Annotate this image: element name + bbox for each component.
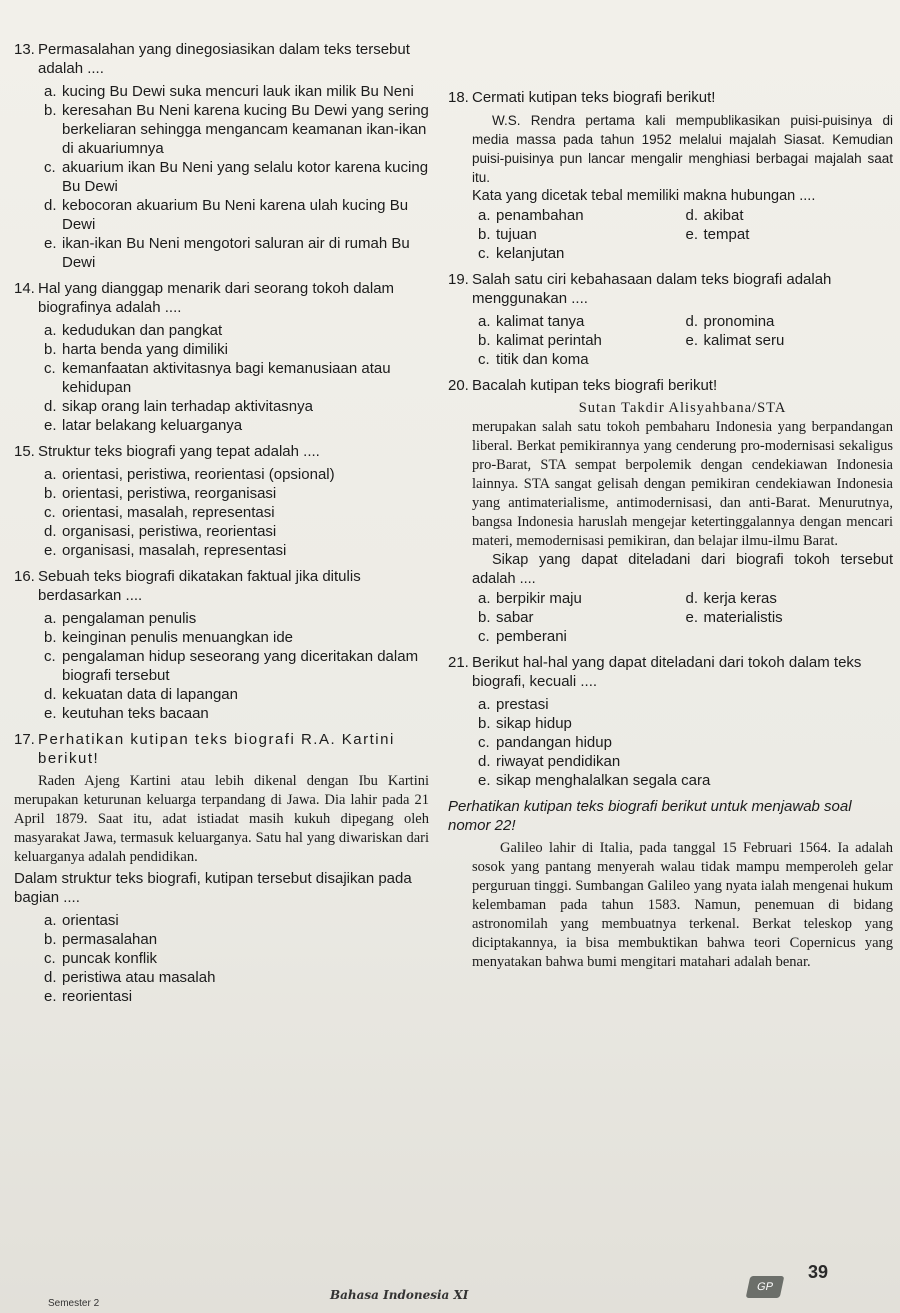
option-14c[interactable]: c. kemanfaatan aktivitasnya bagi kemanusiaan atau kehidupan xyxy=(44,360,391,396)
question-17-text: Perhatikan kutipan teks biografi R.A. Kartini berikut! xyxy=(38,731,395,767)
option-18e[interactable]: e. tempat xyxy=(685,226,750,243)
option-13c[interactable]: c. akuarium ikan Bu Neni yang selalu kotor karena kucing Bu Dewi xyxy=(44,159,429,195)
option-15b[interactable]: b. orientasi, peristiwa, reorganisasi xyxy=(44,485,277,502)
question-16-text: Sebuah teks biografi dikatakan faktual jika ditulis berdasarkan .... xyxy=(38,568,361,604)
option-17a[interactable]: a. orientasi xyxy=(44,912,119,929)
question-18: 18. Cermati kutipan teks biografi berikut! xyxy=(448,88,893,107)
option-16c[interactable]: c. pengalaman hidup seseorang yang diceritakan dalam biografi tersebut xyxy=(44,648,419,684)
question-17-passage: Raden Ajeng Kartini atau lebih dikenal dengan Ibu Kartini merupakan keturunan keluarga terpandang di Jawa. Dia lahir pada 21 April 1879. Saat itu, adat istiadat masih kukuh dipegang oleh masyarakat Jawa, termasuk keluarganya. Satu hal yang diwariskan dari keluarganya adalah pendidikan. xyxy=(14,773,429,865)
option-17c[interactable]: c. puncak konflik xyxy=(44,950,158,967)
left-column xyxy=(14,40,429,1006)
option-14b[interactable]: b. harta benda yang dimiliki xyxy=(44,341,228,358)
option-21a[interactable]: a. prestasi xyxy=(478,696,549,713)
option-20d[interactable]: d. kerja keras xyxy=(685,590,777,607)
question-20-question: Sikap yang dapat diteladani dari biografi tokoh tersebut adalah .... xyxy=(472,552,893,587)
option-13d[interactable]: d. kebocoran akuarium Bu Neni karena ulah kucing Bu Dewi xyxy=(44,197,409,233)
option-16e[interactable]: e. keutuhan teks bacaan xyxy=(44,705,209,722)
option-17b[interactable]: b. permasalahan xyxy=(44,931,158,948)
option-21d[interactable]: d. riwayat pendidikan xyxy=(478,753,621,770)
question-20-passage-title: Sutan Takdir Alisyahbana/STA xyxy=(578,400,787,416)
option-15c[interactable]: c. orientasi, masalah, representasi xyxy=(44,504,275,521)
semester-label: Semester 2 xyxy=(48,1298,100,1309)
question-15-options xyxy=(14,465,429,560)
option-14a[interactable]: a. kedudukan dan pangkat xyxy=(44,322,223,339)
question-14: 14. Hal yang dianggap menarik dari seorang tokoh dalam biografinya adalah .... xyxy=(14,279,429,317)
option-18d[interactable]: d. akibat xyxy=(685,207,744,224)
option-15e[interactable]: e. organisasi, masalah, representasi xyxy=(44,542,287,559)
question-20-text: Bacalah kutipan teks biografi berikut! xyxy=(472,377,718,394)
question-20-passage-body: merupakan salah satu tokoh pembaharu Indonesia yang berpandangan liberal. Berkat pemikirannya yang cenderung pro-modernisasi sekaligus pro-Barat, STA sempat berpolemik dengan cendekiawan Indonesia lainnya. STA sangat gelisah dengan pemikiran cendekiawan Indonesia yang antimaterialisme, antimodernisasi, dan anti-Barat. Menurutnya, bangsa Indonesia haruslah mengejar ketertinggalannya dengan mencari materi, memodernisasi pemikiran, dan belajar ilmu-ilmu Barat. xyxy=(472,419,893,549)
option-21c[interactable]: c. pandangan hidup xyxy=(478,734,612,751)
page-number: 39 xyxy=(807,1262,828,1282)
option-20c[interactable]: c. pemberani xyxy=(478,628,567,645)
option-13a[interactable]: a. kucing Bu Dewi suka mencuri lauk ikan milik Bu Neni xyxy=(44,83,414,100)
question-20: 20. Bacalah kutipan teks biografi berikut! xyxy=(448,376,893,395)
option-21b[interactable]: b. sikap hidup xyxy=(478,715,572,732)
question-21: 21. Berikut hal-hal yang dapat diteladani dari tokoh dalam teks biografi, kecuali .... xyxy=(448,653,893,691)
question-18-passage: W.S. Rendra pertama kali mempublikasikan puisi-puisinya di media massa pada tahun 1952 melalui majalah Siasat. Kemudian puisi-puisinya pun lancar mengalir menghiasi berbagai majalah saat itu. xyxy=(472,113,893,185)
question-19: 19. Salah satu ciri kebahasaan dalam teks biografi adalah menggunakan .... xyxy=(448,270,893,308)
option-19b[interactable]: b. kalimat perintah xyxy=(478,332,602,349)
option-14d[interactable]: d. sikap orang lain terhadap aktivitasnya xyxy=(44,398,313,415)
option-18b[interactable]: b. tujuan xyxy=(478,226,537,243)
option-13e[interactable]: e. ikan-ikan Bu Neni mengotori saluran air di rumah Bu Dewi xyxy=(44,235,410,271)
question-16-options xyxy=(14,609,429,723)
publisher-badge: GP xyxy=(746,1276,785,1298)
question-21-options xyxy=(448,695,893,790)
question-17-options xyxy=(14,911,429,1006)
option-13b[interactable]: b. keresahan Bu Neni karena kucing Bu Dewi yang sering berkeliaran sehingga mengancam keamanan ikan-ikan di akuariumnya xyxy=(44,102,429,157)
option-20e[interactable]: e. materialistis xyxy=(685,609,783,626)
option-17d[interactable]: d. peristiwa atau masalah xyxy=(44,969,216,986)
option-18a[interactable]: a. penambahan xyxy=(478,207,584,224)
question-13-options xyxy=(14,82,429,272)
question-14-options xyxy=(14,321,429,435)
option-19e[interactable]: e. kalimat seru xyxy=(685,332,785,349)
question-18-options xyxy=(478,206,893,263)
option-16a[interactable]: a. pengalaman penulis xyxy=(44,610,197,627)
question-18-text: Cermati kutipan teks biografi berikut! xyxy=(472,89,716,106)
option-15d[interactable]: d. organisasi, peristiwa, reorientasi xyxy=(44,523,277,540)
question-16: 16. Sebuah teks biografi dikatakan faktual jika ditulis berdasarkan .... xyxy=(14,567,429,605)
question-17: 17. Perhatikan kutipan teks biografi R.A. Kartini berikut! xyxy=(14,730,429,768)
question-22-passage: Galileo lahir di Italia, pada tanggal 15 Februari 1564. Ia adalah sosok yang pantang menyerah walau tidak mampu memperoleh gelar perguruan tinggi. Sumbangan Galileo yang nyata ialah mengenai hukum kelembaman pada tahun 1583. Namun, penemuan di bidang astronomilah yang membuatnya terkenal. Berkat teleskop yang diciptakannya, ia bisa membuktikan bahwa teori Copernicus yang menyatakan bahwa bumi mengitari matahari adalah benar. xyxy=(472,840,893,970)
option-14e[interactable]: e. latar belakang keluarganya xyxy=(44,417,243,434)
option-16b[interactable]: b. keinginan penulis menuangkan ide xyxy=(44,629,294,646)
question-14-text: Hal yang dianggap menarik dari seorang tokoh dalam biografinya adalah .... xyxy=(38,280,395,316)
question-21-text: Berikut hal-hal yang dapat diteladani dari tokoh dalam teks biografi, kecuali .... xyxy=(472,654,862,690)
option-20a[interactable]: a. berpikir maju xyxy=(478,590,582,607)
question-18-question: Kata yang dicetak tebal memiliki makna hubungan .... xyxy=(472,188,816,204)
option-16d[interactable]: d. kekuatan data di lapangan xyxy=(44,686,238,703)
question-13-text: Permasalahan yang dinegosiasikan dalam teks tersebut adalah .... xyxy=(38,41,410,77)
option-19a[interactable]: a. kalimat tanya xyxy=(478,313,585,330)
question-19-text: Salah satu ciri kebahasaan dalam teks biografi adalah menggunakan .... xyxy=(472,271,832,307)
question-22-intro: Perhatikan kutipan teks biografi berikut untuk menjawab soal nomor 22! xyxy=(448,798,852,834)
question-17-question: Dalam struktur teks biografi, kutipan tersebut disajikan pada bagian .... xyxy=(14,870,412,906)
question-15-text: Struktur teks biografi yang tepat adalah .... xyxy=(38,443,320,460)
question-20-passage xyxy=(472,399,893,551)
question-19-options xyxy=(478,312,893,369)
question-15: 15. Struktur teks biografi yang tepat adalah .... xyxy=(14,442,429,461)
option-15a[interactable]: a. orientasi, peristiwa, reorientasi (opsional) xyxy=(44,466,335,483)
option-19d[interactable]: d. pronomina xyxy=(685,313,775,330)
option-17e[interactable]: e. reorientasi xyxy=(44,988,133,1005)
option-21e[interactable]: e. sikap menghalalkan segala cara xyxy=(478,772,711,789)
question-20-options xyxy=(478,589,893,646)
option-20b[interactable]: b. sabar xyxy=(478,609,534,626)
question-13: 13. Permasalahan yang dinegosiasikan dalam teks tersebut adalah .... xyxy=(14,40,429,78)
footer-book-title: Bahasa Indonesia XI xyxy=(330,1288,469,1302)
option-19c[interactable]: c. titik dan koma xyxy=(478,351,589,368)
right-column xyxy=(448,88,893,972)
option-18c[interactable]: c. kelanjutan xyxy=(478,245,565,262)
